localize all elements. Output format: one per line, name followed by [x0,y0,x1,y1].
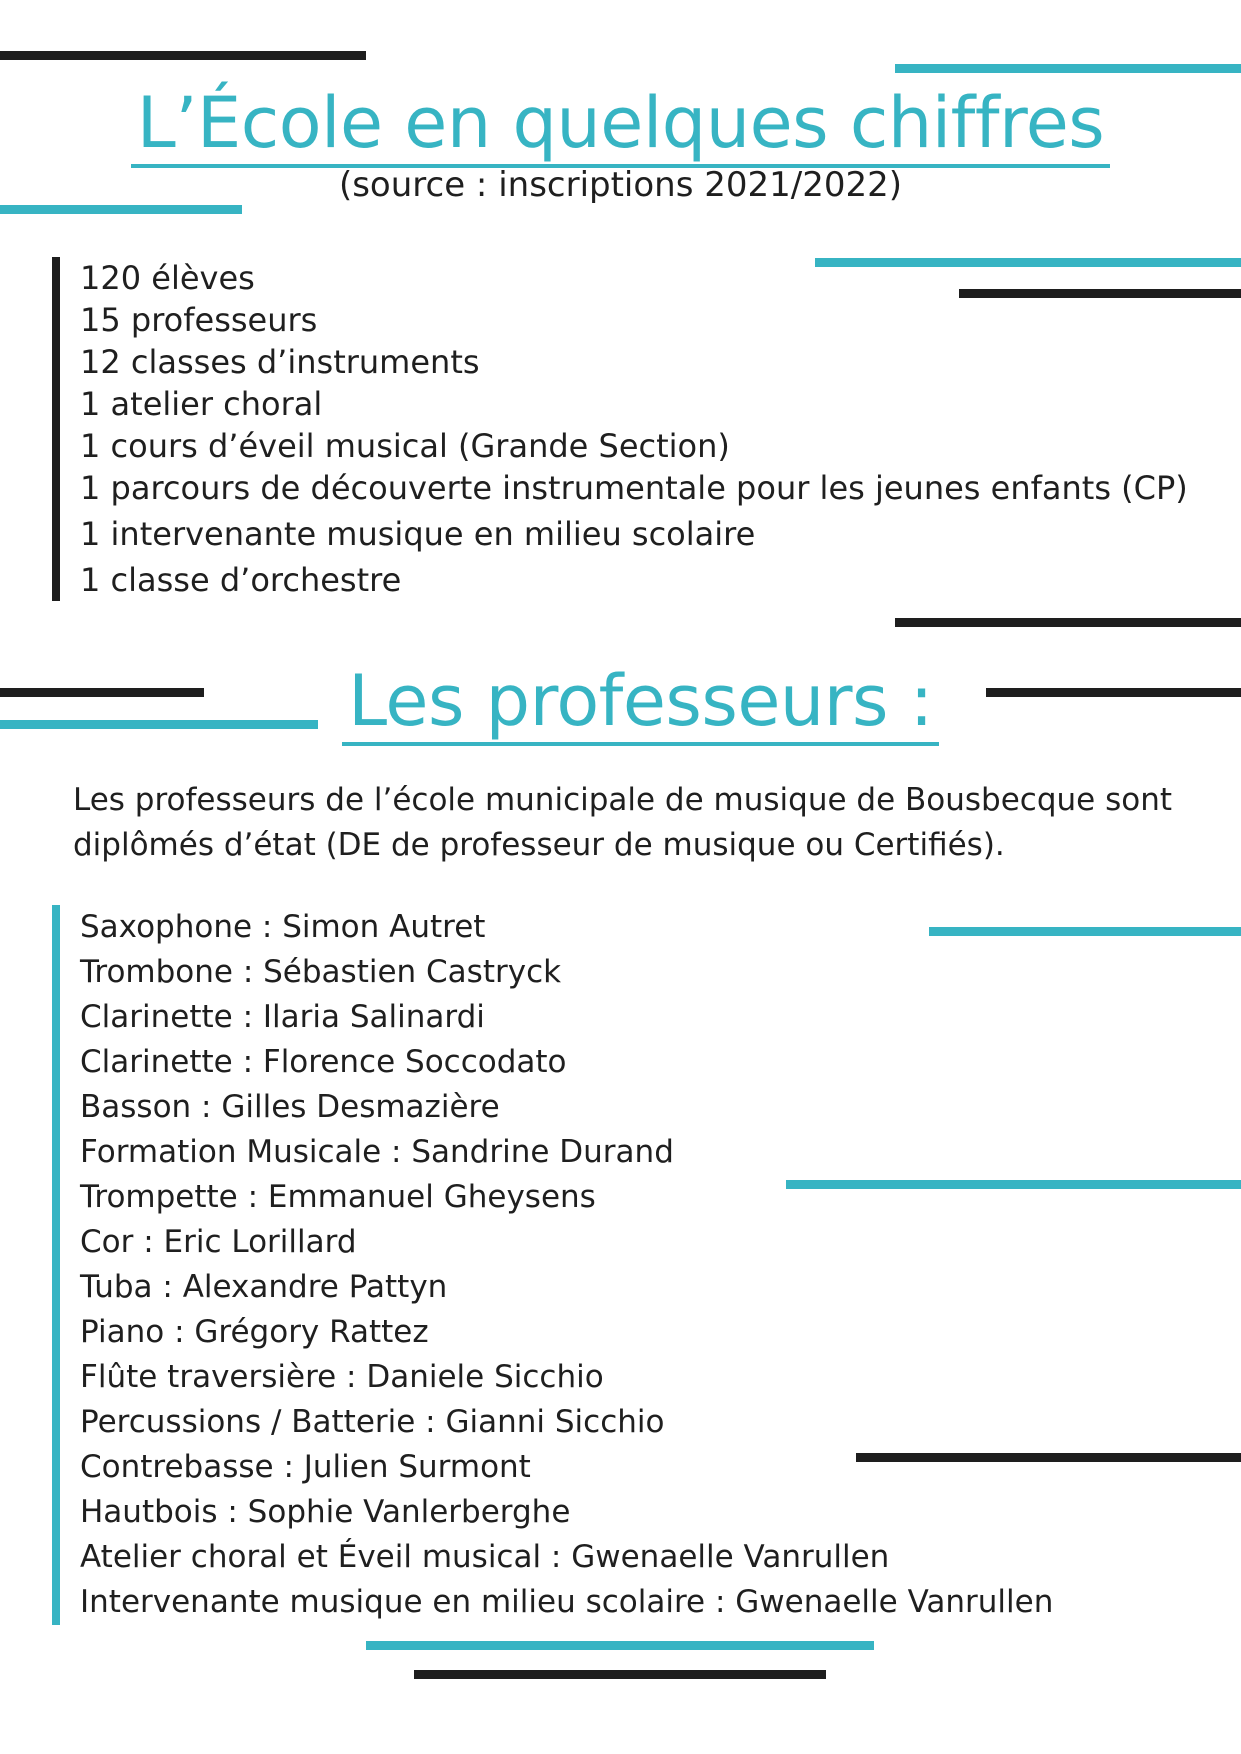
decorative-line [0,205,242,214]
section-title-text: Les professeurs : [342,660,939,746]
teacher-item: Cor : Eric Lorillard [80,1224,357,1260]
teachers-list [52,905,1053,1625]
page-subtitle: (source : inscriptions 2021/2022) [338,165,903,205]
stat-item: 1 atelier choral [80,385,323,423]
decorative-line [0,51,366,60]
teacher-item: Hautbois : Sophie Vanlerberghe [80,1494,571,1530]
intro-line: diplômés d’état (DE de professeur de musique ou Certifiés). [73,827,1005,863]
teacher-item: Piano : Grégory Rattez [80,1314,429,1350]
teacher-item: Basson : Gilles Desmazière [80,1089,500,1125]
professeurs-intro [73,778,1193,868]
teacher-item: Contrebasse : Julien Surmont [80,1449,531,1485]
decorative-line [366,1641,874,1650]
teacher-item: Clarinette : Florence Soccodato [80,1044,567,1080]
stat-item: 120 élèves [80,259,255,297]
stat-item: 1 parcours de découverte instrumentale pour les jeunes enfants (CP) [80,469,1188,507]
decorative-line [895,618,1241,627]
teacher-item: Tuba : Alexandre Pattyn [80,1269,448,1305]
teacher-item: Trombone : Sébastien Castryck [80,954,562,990]
intro-line: Les professeurs de l’école municipale de musique de Bousbecque sont [73,782,1173,818]
decorative-line [895,64,1241,73]
section-title-professeurs [20,660,1241,742]
stat-item: 12 classes d’instruments [80,343,480,381]
page-title-text: L’École en quelques chiffres [131,82,1111,168]
stat-item: 15 professeurs [80,301,318,339]
stat-item: 1 classe d’orchestre [80,561,402,599]
stats-list [52,257,1188,601]
stat-item: 1 intervenante musique en milieu scolaire [80,515,756,553]
page-title [0,82,1241,164]
teacher-item: Intervenante musique en milieu scolaire : Gwenaelle Vanrullen [80,1584,1054,1620]
teacher-item: Flûte traversière : Daniele Sicchio [80,1359,604,1395]
teacher-item: Clarinette : Ilaria Salinardi [80,999,485,1035]
teacher-item: Atelier choral et Éveil musical : Gwenaelle Vanrullen [80,1539,890,1575]
teacher-item: Formation Musicale : Sandrine Durand [80,1134,674,1170]
teacher-item: Saxophone : Simon Autret [80,909,486,945]
decorative-line [414,1670,826,1679]
stat-item: 1 cours d’éveil musical (Grande Section) [80,427,730,465]
teacher-item: Trompette : Emmanuel Gheysens [80,1179,596,1215]
teacher-item: Percussions / Batterie : Gianni Sicchio [80,1404,665,1440]
